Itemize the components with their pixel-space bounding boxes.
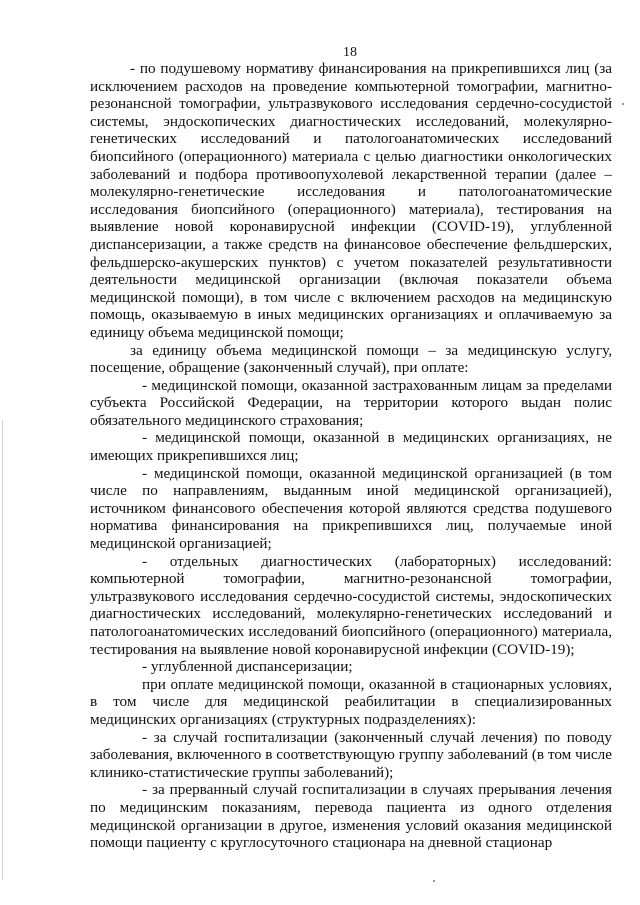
document-body bbox=[90, 60, 612, 852]
paragraph-no-attached-persons: - медицинской помощи, оказанной в медицинских организациях, не имеющих прикрепившихся лиц; bbox=[90, 429, 612, 465]
paragraph-out-of-region-care: - медицинской помощи, оказанной застрахованным лицам за пределами субъекта Российской Федерации, на территории которого выдан полис обязательного медицинского страхования; bbox=[90, 376, 612, 429]
paragraph-inpatient-care: при оплате медицинской помощи, оказанной в стационарных условиях, в том числе для медицинской реабилитации в специализированных медицинских организациях (структурных подразделениях): bbox=[90, 675, 612, 728]
paragraph-diagnostic-studies: - отдельных диагностических (лабораторных) исследований: компьютерной томографии, магнитно-резонансной томографии, ультразвукового исследования сердечно-сосудистой системы, эндоскопических диагностических исследований, молекулярно-генетических исследований и патологоанатомических исследований биопсийного (операционного) материала, тестирования на выявление новой коронавирусной инфекции (COVID-19); bbox=[90, 552, 612, 658]
paragraph-interrupted-hospitalization: - за прерванный случай госпитализации в случаях прерывания лечения по медицинским показаниям, перевода пациента из одного отделения медицинской организации в другое, изменения условий оказания медицинской помощи пациенту с круглосуточного стационара на дневной стационар bbox=[90, 781, 612, 852]
paragraph-per-capita-financing: - по подушевому нормативу финансирования на прикрепившихся лиц (за исключением расходов на проведение компьютерной томографии, магнитно-резонансной томографии, ультразвукового исследования сердечно-сосудистой системы, эндоскопических диагностических исследований, молекулярно-генетических исследований и патологоанатомических исследований биопсийного (операционного) материала с целью диагностики онкологических заболеваний и подбора противоопухолевой лекарственной терапии (далее – молекулярно-генетические исследования и патологоанатомические исследования биопсийного (операционного) материала), тестирования на выявление новой коронавирусной инфекции (COVID-19), углубленной диспансеризации, а также средств на финансовое обеспечение фельдшерских, фельдшерско-акушерских пунктов) с учетом показателей результативности деятельности медицинской организации (включая показатели объема медицинской помощи), в том числе с включением расходов на медицинскую помощь, оказываемую в иных медицинских организациях и оплачиваемую за единицу объема медицинской помощи; bbox=[90, 60, 612, 341]
scan-speck bbox=[433, 880, 435, 882]
paragraph-in-depth-dispensarization: - углубленной диспансеризации; bbox=[142, 658, 353, 676]
paragraph-hospitalization-case: - за случай госпитализации (законченный случай лечения) по поводу заболевания, включенного в соответствующую группу заболеваний (в том числе клинико-статистические группы заболеваний); bbox=[90, 728, 612, 781]
paragraph-referral-care: - медицинской помощи, оказанной медицинской организацией (в том числе по направлениям, выданным иной медицинской организацией), источником финансового обеспечения которой являются средства подушевого норматива финансирования на прикрепившихся лиц, получаемые иной медицинской организацией; bbox=[90, 464, 612, 553]
page-number: 18 bbox=[343, 45, 357, 60]
scan-speck bbox=[622, 103, 624, 105]
paragraph-per-unit-volume: за единицу объема медицинской помощи – за медицинскую услугу, посещение, обращение (законченный случай), при оплате: bbox=[90, 341, 612, 377]
scan-binding-edge bbox=[2, 420, 3, 880]
